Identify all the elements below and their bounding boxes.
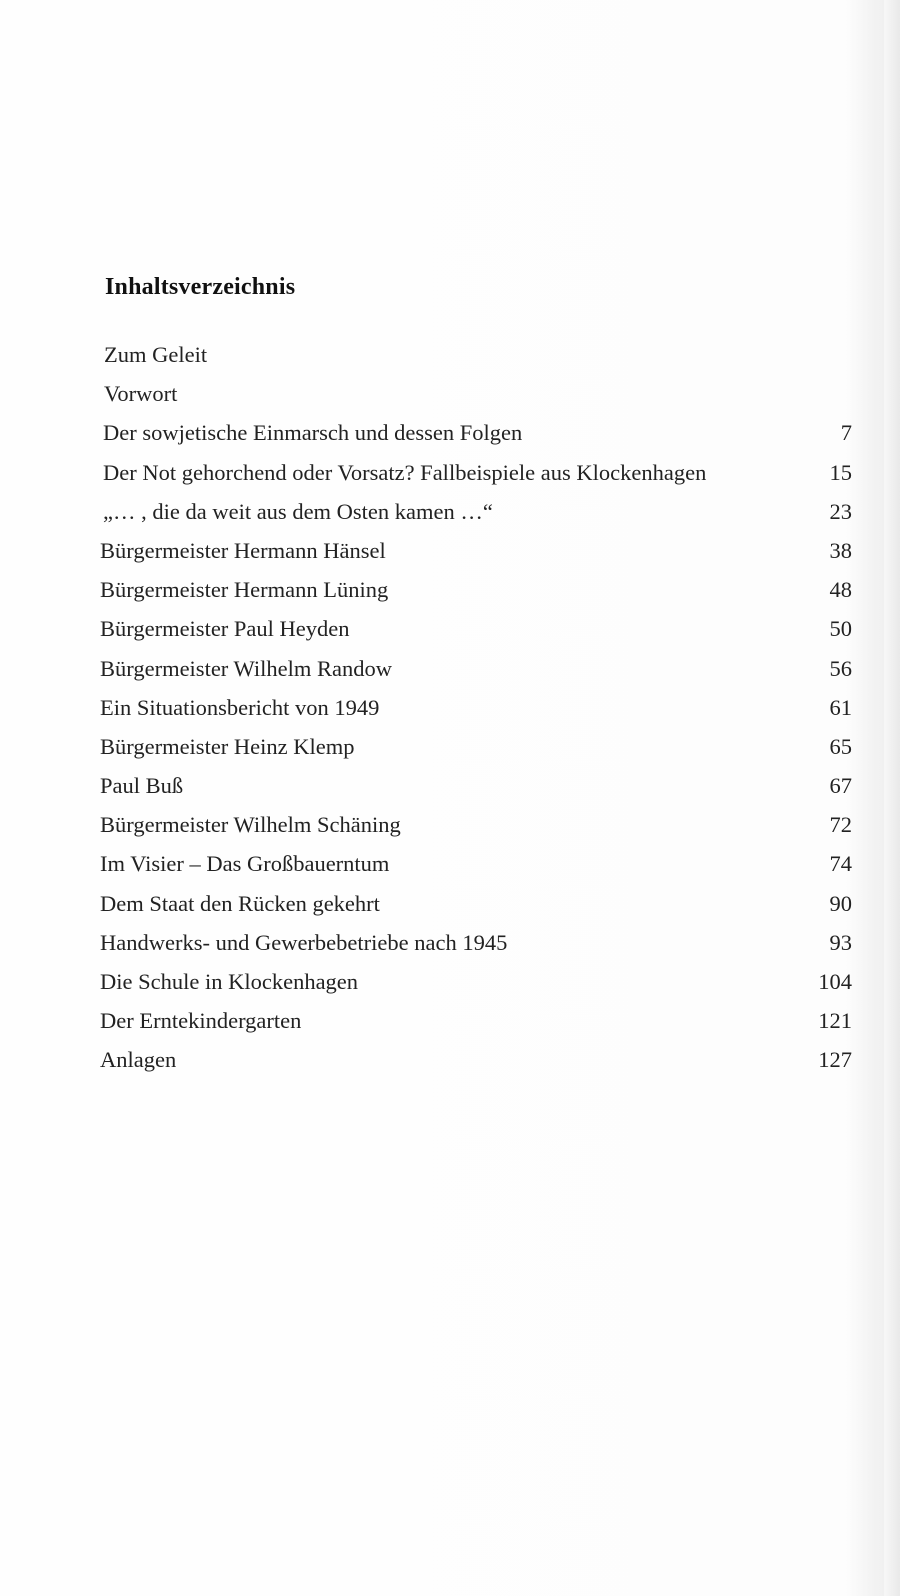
toc-entry-label: Bürgermeister Wilhelm Randow [100,655,392,681]
toc-entry [100,1045,852,1084]
toc-entry-label: Vorwort [104,381,178,407]
toc-entry-page: 65 [829,733,852,759]
toc-entry-label: Paul Buß [100,773,184,799]
toc-entry [100,575,852,614]
toc-entry-page: 104 [818,969,852,994]
toc-entry [100,849,852,888]
toc-entry-label: Bürgermeister Wilhelm Schäning [100,812,401,838]
toc-list [100,340,852,1085]
toc-entry-label: Bürgermeister Heinz Klemp [100,733,355,759]
toc-entry-page: 72 [829,812,852,838]
toc-entry [100,928,852,967]
toc-entry-page: 61 [829,694,852,720]
toc-entry-label: Dem Staat den Rücken gekehrt [100,890,380,916]
toc-entry [100,771,852,810]
toc-entry-label: Die Schule in Klockenhagen [100,969,359,994]
toc-entry [100,810,852,849]
toc-entry-label: Ein Situationsbericht von 1949 [100,694,380,720]
toc-entry-label: Der sowjetische Einmarsch und dessen Folgen [103,420,523,446]
toc-entry [100,693,852,732]
toc-entry [100,497,852,536]
toc-entry-page: 90 [829,890,852,916]
toc-entry-page: 127 [818,1047,852,1073]
toc-entry-page: 48 [829,577,852,603]
toc-entry [100,967,852,1006]
toc-entry [100,340,852,379]
toc-entry-page: 38 [829,537,852,563]
toc-entry-page: 7 [840,420,852,446]
toc-entry-page: 56 [829,655,852,681]
toc-entry [100,536,852,575]
toc-entry-label: Anlagen [100,1047,177,1073]
toc-entry-label: Bürgermeister Hermann Lüning [100,577,389,603]
toc-entry [100,418,852,457]
toc-entry [100,889,852,928]
toc-entry-label: Handwerks- und Gewerbebetriebe nach 1945 [100,929,508,955]
toc-entry-label: Zum Geleit [104,342,208,367]
toc-entry-label: Der Not gehorchend oder Vorsatz? Fallbeispiele aus Klockenhagen [103,459,707,485]
toc-entry-label: Bürgermeister Paul Heyden [100,616,350,642]
toc-entry-page: 121 [818,1008,852,1034]
toc-entry [100,1006,852,1045]
toc-title: Inhaltsverzeichnis [105,274,296,300]
toc-entry [100,379,852,418]
toc-entry [100,614,852,653]
toc-entry-page: 50 [829,616,852,642]
toc-entry-label: Bürgermeister Hermann Hänsel [100,537,386,563]
toc-entry [100,654,852,693]
toc-entry-label: „… , die da weit aus dem Osten kamen …“ [103,498,493,524]
toc-entry-page: 67 [829,773,852,799]
toc-entry [100,458,852,497]
page-edge [884,0,900,1596]
toc-entry-page: 74 [829,851,852,877]
toc-entry-label: Im Visier – Das Großbauerntum [100,851,390,877]
toc-entry [100,732,852,771]
toc-entry-page: 23 [829,498,852,524]
toc-entry-label: Der Erntekindergarten [100,1008,302,1034]
toc-entry-page: 93 [829,929,852,955]
toc-entry-page: 15 [829,459,852,485]
